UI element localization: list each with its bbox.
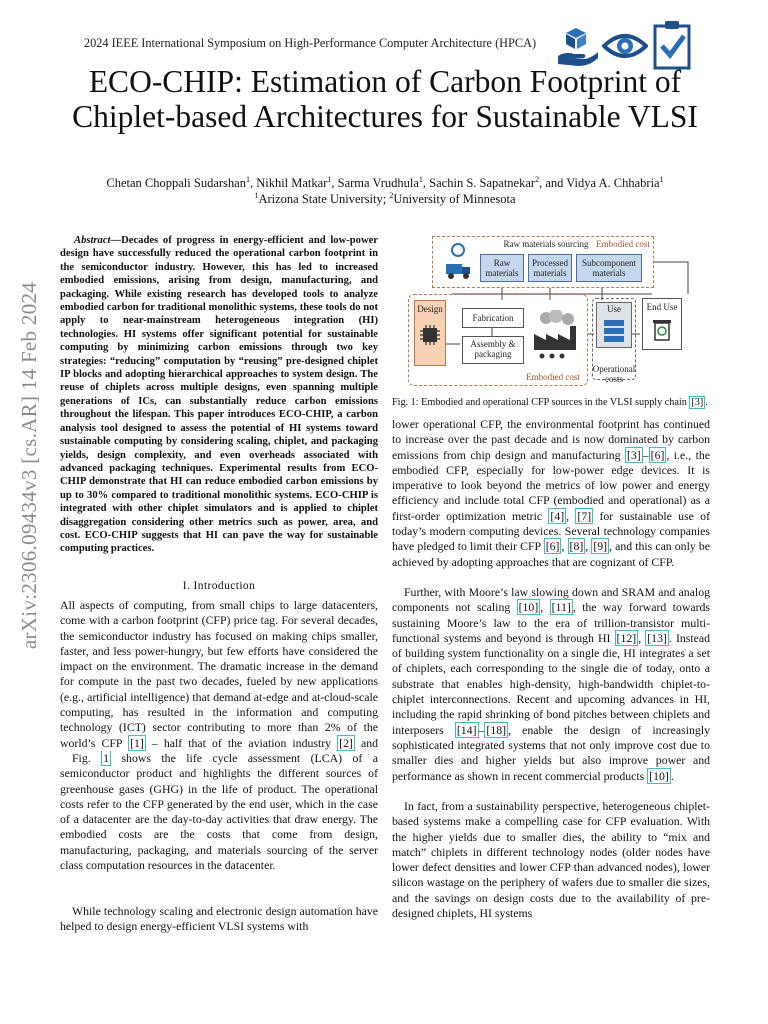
recycle-bin-icon [652,318,672,342]
author-separator: , [249,176,257,190]
text-run: for sustainable use of today’s modern computing devices. Several technology companies have pledged to limit their CFP [392,508,710,554]
text-run: While technology scaling and electronic design automation have helped to design energy-efficient VLSI systems with [60,904,378,934]
author-affiliation-mark: 1 [418,175,423,184]
abstract-label: Abstract [74,235,111,246]
eye-icon [602,30,648,62]
text-run: lower operational CFP, the environmental footprint has continued to increase over the past decade and is now dominated by carbon emissions from chip design and manufacturing [392,417,710,462]
text-run: All aspects of computing, from small chips to large datacenters, come with a carbon footprint (CFP) price tag. For several decades, the semiconductor industry has focused on making chips smaller, faster, and less power-hungry, but few efforts have considered the impact on the environment. The dramatic increase in the demand for compute in the past two decades, fueled by new applications (e.g., artificial intelligence) that demand at-edge and at-cloud-scale computing, has resulted in the information and computing technology (ICT) sector contributing to more than 2% of the world’s CFP [60,598,378,750]
caption-text: Fig. 1: Embodied and operational CFP sources in the VLSI supply chain [392,397,690,408]
processed-materials-label: Processed materials [532,258,568,278]
author-affiliation-mark: 1 [659,175,664,184]
affiliation-list [40,188,730,207]
text-run: – [478,722,485,737]
text-run: , [585,539,592,554]
affiliation-name: University of Minnesota [393,192,516,206]
section-heading: I. Introduction [182,580,256,592]
author-affiliation-mark: 1 [245,175,250,184]
raw-materials-label: Raw materials [485,258,519,278]
factory-icon [530,310,584,360]
checklist-badge-icon [652,18,692,70]
text-run: , [561,539,568,554]
intro-paragraph [60,598,378,751]
intro-paragraph [60,904,378,935]
use-label: Use [607,304,621,314]
author-separator: , [422,176,430,190]
text-run: Fig. [72,751,102,765]
server-icon [602,318,626,344]
raw-sourcing-label: Raw materials sourcing [503,239,589,249]
hand-cube-icon [556,26,600,68]
figure-1 [392,234,710,394]
citation-link[interactable]: [2] [339,735,353,750]
intro-paragraph [60,751,378,904]
text-run: – half that of the aviation industry [145,735,338,750]
title-line: Chiplet-based Architectures for Sustainable VLSI [72,99,698,134]
author-name: Chetan Choppali Sudarshan [106,176,246,190]
text-run: shows the life cycle assessment (LCA) of a semiconductor product and highlights the different sources of greenhouse gases (GHG) in the life of product. The operational costs refer to the CFP generated by the end user, which in the case of a datacenter are the day-to-day activities that draw energy. The embodied costs are the costs that come from design, manufacturing, packaging, and materials sourcing of the server class computation resources in the datacenter. [60,751,378,873]
chip-icon [419,324,441,346]
citation-link[interactable]: [6] [650,447,665,462]
text-run: In fact, from a sustainability perspective, heterogeneous chiplet-based systems make a compelling case for CFP evaluation. With the higher yields due to smaller dies, the ability to “mix and match” chiplets in different technology nodes (older nodes have lower defect densities and lower CFP than advanced nodes), lower silicon wastage on the periphery of wafers due to smaller die sizes, and the savings on design costs due to the availability of pre-designed chiplets, HI systems [392,799,710,921]
text-run: , [638,630,646,645]
left-column [60,234,378,935]
author-name: Sachin S. Sapatnekar [429,176,536,190]
citation-link[interactable]: [7] [577,508,592,523]
citation-link[interactable]: 1 [103,751,110,765]
paper-title [40,64,730,134]
text-run: , the way forward towards sustaining Moore’s law to the era of trillion-transistor multi-functional systems and beyond is through HI [392,600,710,645]
citation-link[interactable]: [10] [649,768,669,783]
citation-link[interactable]: [9] [593,539,608,554]
abstract [60,234,378,568]
design-label: Design [417,304,443,314]
text-run: , [566,508,576,523]
artifact-badges [556,18,698,70]
author-name: Sarma Vrudhula [337,176,419,190]
text-run: , i.e., the embodied CFP, especially for low-power edge devices. It is imperative to look beyond the metrics of low power and energy efficiency and include total CFP (embodied and operational) as a first-order optimization metric [392,447,710,523]
citation-link[interactable]: [14] [456,722,477,737]
citation-link[interactable]: [8] [569,539,584,554]
text-run: – [642,447,649,462]
body-paragraph [392,417,710,585]
citation-link[interactable]: [1] [130,735,144,750]
text-run: , [540,600,550,615]
author-separator: , and [539,176,567,190]
citation-link[interactable]: [3] [626,447,641,462]
affiliation-number: 1 [254,191,259,200]
citation-link[interactable]: [10] [518,600,539,615]
assembly-label: Assembly & packaging [470,339,516,359]
body-paragraph [392,585,710,799]
embodied-cost-label: Embodied cost [596,239,650,249]
body-paragraph [392,799,710,935]
citation-link[interactable]: [12] [616,630,637,645]
citation-link[interactable]: [13] [647,630,667,645]
author-affiliation-mark: 1 [327,175,332,184]
text-run: , enable the design of increasingly sophisticated integrated systems that not only improve cost due to smaller dies and higher yields but also improve power and performance as shown in recent commercial products [392,722,710,783]
embodied-cost-bottom-label: Embodied cost [526,372,580,382]
citation-link[interactable]: [11] [551,600,571,615]
text-run: Further, with Moore’s law slowing down and SRAM and analog components not scaling [392,585,710,615]
author-separator: , [331,176,338,190]
end-use-label: End Use [646,302,678,312]
citation-link[interactable]: [18] [486,722,507,737]
operational-costs-label: Operational costs [592,364,636,384]
author-name: Nikhil Matkar [256,176,328,190]
arxiv-stamp [6,230,54,700]
affiliation-name: Arizona State University; [258,192,390,206]
affiliation-number: 2 [389,191,394,200]
citation-link[interactable]: [4] [550,508,565,523]
text-run: . Instead of building system functionality on a single die, HI integrates a set of chiplets, each corresponding to the single die of today, onto a substrate that enables high-density, high-bandwidth chiplet-to-chiplet interconnections. Recent and upcoming advances in HI, including the rapid shrinking of bond pitches between chiplets and interposers [392,630,710,737]
citation-link[interactable]: [3] [691,397,704,408]
subcomponent-materials-label: Subcomponent materials [582,258,636,278]
arxiv-identifier: arXiv:2306.09434v3 [cs.AR] 14 Feb 2024 [17,281,42,649]
author-affiliation-mark: 2 [535,175,540,184]
right-column [392,234,710,935]
conference-header: 2024 IEEE International Symposium on High-Performance Computer Architecture (HPCA) [83,36,537,50]
text-run: , and this can only be achieved by adopting approaches that are cognizant of CFP. [392,539,710,569]
citation-link[interactable]: [6] [545,539,560,554]
abstract-text: —Decades of progress in energy-efficient and low-power design have successfully reduced the operational carbon footprint in the semiconductor industry. However, this has led to increased embodied emissions, arising from design, manufacturing, and packaging. While existing research has developed tools to analyze embodied carbon for traditional monolithic systems, these tools do not apply to near-mainstream heterogeneous integration (HI) technologies. HI systems offer significant potential for sustainable computing by minimizing carbon emissions through two key strategies: “reducing” computation by “reusing” pre-designed chiplet IP blocks and adopting hierarchical approaches to system design. The reuse of chiplets across multiple designs, even spanning multiple generations of ICs, can substantially reduce carbon emissions throughout the lifespan. This paper introduces ECO-CHIP, a carbon analysis tool designed to assess the potential of HI systems toward sustainable computing by considering scaling, chiplet, and packaging yields, design complexity, and even overheads associated with advanced packaging techniques. Experimental results from ECO-CHIP demonstrate that HI can reduce embodied carbon emissions by up to 30% compared to traditional monolithic systems. ECO-CHIP is integrated with other chiplet simulators and is applied to chiplet disaggregation considering other metrics such as power, area, and cost. ECO-CHIP suggests that HI can pave the way for sustainable computing practices. [60,235,378,555]
author-name: Vidya A. Chhabria [566,176,660,190]
text-run: and [360,735,378,750]
caption-end: . [705,397,708,408]
text-run: . [670,768,674,783]
title-line: ECO-CHIP: Estimation of Carbon Footprint of [88,64,682,99]
figure-caption [392,396,710,410]
fabrication-label: Fabrication [472,313,514,323]
